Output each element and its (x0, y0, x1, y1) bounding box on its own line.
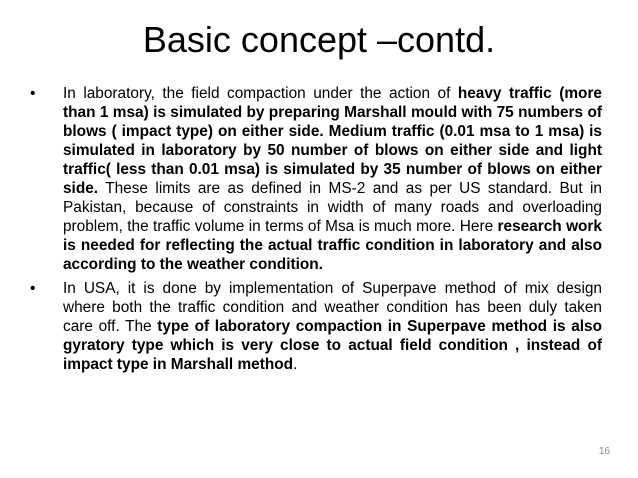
text-segment: In USA, it is done by implementation of Superpave method of mix design where both the traffic condition and weather condition has been duly taken care off. The (63, 280, 602, 335)
slide-title: Basic concept –contd. (142, 19, 496, 60)
bullet-dot-icon: • (30, 280, 36, 297)
bullet-item (30, 279, 602, 374)
bullet-item (30, 84, 602, 274)
text-segment: . (293, 356, 298, 373)
bold-text-segment: research work is needed for reflecting the actual traffic condition in laboratory and also according to the weather condition. (63, 218, 602, 273)
bold-text-segment: type of laboratory compaction in Superpave method is also gyratory type which is very close to actual field condition , instead of impact type in Marshall method (63, 318, 603, 373)
text-segment: In laboratory, the field compaction under the action of (63, 85, 458, 102)
bullet-dot-icon: • (30, 85, 36, 102)
bullet-text (63, 280, 602, 373)
bold-text-segment: heavy traffic (more than 1 msa) is simulated by preparing Marshall mould with 75 numbers of blows ( impact type) on either side. Medium traffic (0.01 msa to 1 msa) is simulated in laboratory by 50 number of blows on either side and light traffic( less than 0.01 msa) is simulated by 35 number of blows on either side. (63, 85, 602, 197)
text-segment: These limits are as defined in MS-2 and as per US standard. But in Pakistan, because of constraints in width of many roads and overloading problem, the traffic volume in terms of Msa is much more. Here (63, 180, 602, 235)
bullet-text (63, 85, 602, 273)
page-number: 16 (598, 446, 610, 457)
bullet-list (30, 84, 602, 379)
